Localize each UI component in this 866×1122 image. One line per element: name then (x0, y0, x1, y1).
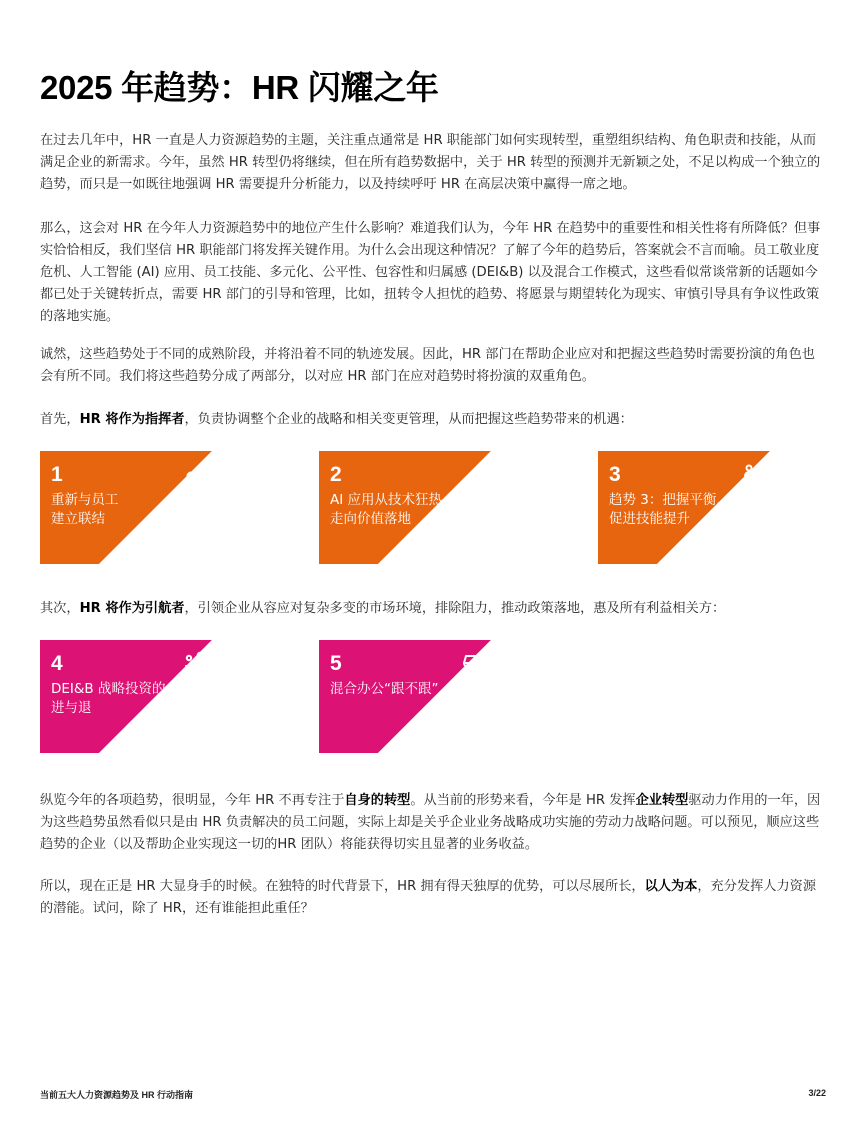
trend-label: 趋势 3：把握平衡， 促进技能提升 (609, 492, 730, 527)
conductor-intro-paragraph (40, 409, 826, 431)
trend-card-4[interactable] (40, 640, 270, 753)
summary-text-a: 纵览今年的各项趋势，很明显，今年 HR 不再专注于 (40, 793, 345, 808)
summary-paragraph (40, 790, 826, 856)
summary-text-d: 驱动力作用的一年，因为这些趋势虽然看似只是由 HR 负责解决的员工问题，实际上却是关乎企业业务战略成功实施的劳动力战略问题。可以预见，顺应这些趋势的企业（以及帮助企业实现这一切的HR 团队）将能获得切实且显著的业务收益。 (40, 793, 821, 852)
navigator-intro-paragraph (40, 598, 826, 620)
trend-label: 重新与员工 建立联结 (51, 492, 119, 527)
maturity-paragraph: 诚然，这些趋势处于不同的成熟阶段，并将沿着不同的轨迹发展。因此，HR 部门在帮助企业应对和把握这些趋势时需要扮演的角色也会有所不同。我们将这些趋势分成了两部分，以对应 HR 部门在应对趋势时将扮演的双重角色。 (40, 347, 815, 384)
skills-gear-icon (740, 461, 776, 497)
trend-number: 4 (51, 652, 63, 675)
cloud-icon (461, 461, 497, 497)
trend-card-3[interactable] (598, 451, 828, 564)
summary-text-c: 。从当前的形势来看，今年是 HR 发挥 (410, 793, 636, 808)
trend-number: 5 (330, 652, 342, 675)
conductor-intro-rest: ，负责协调整个企业的战略和相关变更管理，从而把握这些趋势带来的机遇： (184, 412, 633, 427)
footer-doc-title: 当前五大人力资源趋势及 HR 行动指南 (40, 1090, 194, 1100)
trend-card-2[interactable] (319, 451, 549, 564)
intro-paragraph: 在过去几年中，HR 一直是人力资源趋势的主题，关注重点通常是 HR 职能部门如何实现转型，重塑组织结构、角色职责和技能，从而满足企业的新需求。今年，虽然 HR 转型仍将继续，但在所有趋势数据中，关于 HR 转型的预测并无新颖之处，不足以构成一个独立的趋势，而只是一如既往地强调 HR 需要提升分析能力，以及持续呼吁 HR 在高层决策中赢得一席之地。 (40, 133, 821, 192)
page-title: 2025 年趋势：HR 闪耀之年 (40, 69, 439, 106)
diverse-people-icon (182, 650, 218, 686)
trend-card-5[interactable] (319, 640, 549, 753)
people-first-emphasis: 以人为本 (644, 879, 698, 894)
closing-paragraph (40, 876, 826, 920)
navigator-intro-rest: ，引领企业从容应对复杂多变的市场环境，排除阻力，推动政策落地，惠及所有利益相关方： (184, 601, 726, 616)
trend-label: AI 应用从技术狂热 走向价值落地 (330, 492, 443, 527)
business-transformation-emphasis: 企业转型 (635, 793, 689, 808)
closing-text-c: ，充分发挥人力资源的潜能。试问，除了 HR，还有谁能担此重任？ (40, 879, 817, 916)
trend-label: 混合办公“跟不跟” (330, 681, 439, 697)
trend-number: 3 (609, 463, 621, 486)
self-transformation-emphasis: 自身的转型 (344, 793, 411, 808)
closing-text-a: 所以，现在正是 HR 大显身手的时候。在独特的时代背景下，HR 拥有得天独厚的优势，可以尽展所长， (40, 879, 645, 894)
trend-label: DEI&B 战略投资的 进与退 (51, 681, 166, 716)
trend-number: 1 (51, 463, 63, 486)
page-number: 3/22 (808, 1088, 826, 1098)
people-group-icon (182, 461, 218, 497)
conductor-role-emphasis: HR 将作为指挥者 (79, 412, 185, 427)
trend-card-1[interactable] (40, 451, 270, 564)
storefront-icon (461, 650, 497, 686)
navigator-role-emphasis: HR 将作为引航者 (79, 601, 185, 616)
impact-paragraph: 那么，这会对 HR 在今年人力资源趋势中的地位产生什么影响？难道我们认为，今年 HR 在趋势中的重要性和相关性将有所降低？但事实恰恰相反，我们坚信 HR 职能部门将发挥关键作用。为什么会出现这种情况？了解了今年的趋势后，答案就会不言而喻。员工敬业度危机、人工智能 (AI) 应用、员工技能、多元化、公平性、包容性和归属感 (DEI&B) 以及混合工作模式，这些看似常谈常新的话题如今都已处于关键转折点，需要 HR 部门的引导和管理，比如，扭转令人担忧的趋势、将愿景与期望转化为现实、审慎引导具有争议性政策的落地实施。 (40, 221, 821, 324)
conductor-intro-lead: 首先， (40, 412, 80, 427)
trend-number: 2 (330, 463, 342, 486)
navigator-intro-lead: 其次， (40, 601, 80, 616)
